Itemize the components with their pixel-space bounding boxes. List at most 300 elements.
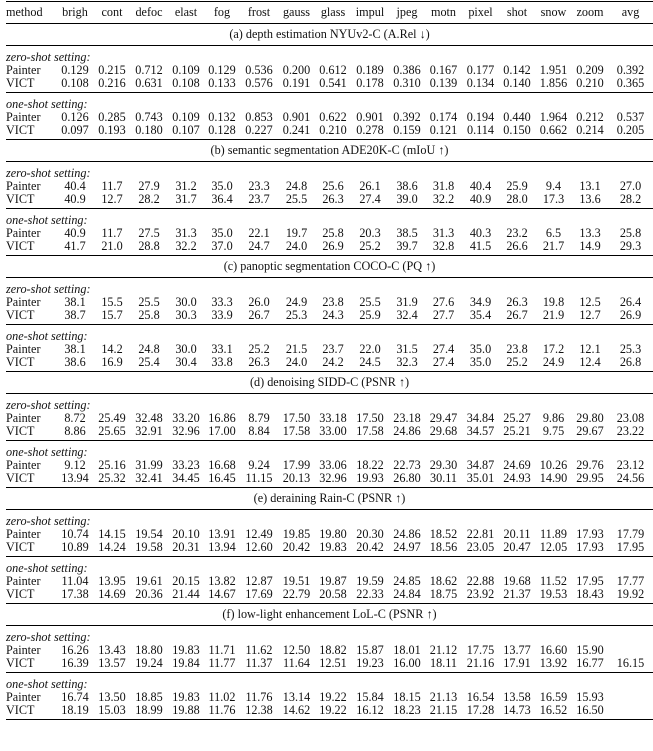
table-cell: 33.20 — [172, 411, 200, 425]
table-cell: 9.12 — [64, 458, 86, 472]
table-cell: 23.05 — [466, 540, 495, 554]
table-cell: 0.365 — [616, 76, 645, 90]
table-cell: 17.95 — [616, 540, 645, 554]
table-cell: 0.278 — [356, 123, 384, 137]
table-cell: 18.43 — [576, 587, 604, 601]
table-cell: 11.64 — [283, 656, 310, 670]
table-cell: 38.6 — [396, 179, 418, 193]
table-cell: 27.7 — [432, 308, 455, 322]
table-cell: 24.3 — [322, 308, 344, 322]
table-cell: 32.48 — [135, 411, 163, 425]
setting-label: zero-shot setting: — [6, 166, 91, 180]
table-cell: 27.4 — [432, 342, 455, 356]
setting-row — [6, 394, 653, 413]
table-cell: 32.91 — [135, 424, 163, 438]
table-cell: 0.216 — [98, 76, 126, 90]
section-caption-row — [6, 604, 653, 626]
table-cell: 0.901 — [356, 110, 384, 124]
table-cell: 13.94 — [61, 471, 89, 485]
section-caption-row — [6, 488, 653, 510]
table-cell: 11.76 — [245, 690, 273, 704]
table-cell: 20.36 — [135, 587, 163, 601]
table-cell: 20.15 — [172, 574, 200, 588]
table-cell: 0.159 — [393, 123, 421, 137]
table-cell: 0.205 — [616, 123, 645, 137]
table-cell: 40.4 — [64, 179, 86, 193]
table-cell: 16.60 — [539, 643, 568, 657]
table-cell: 0.140 — [503, 76, 531, 90]
table-cell: 10.26 — [539, 458, 568, 472]
table-cell: 15.87 — [356, 643, 384, 657]
table-cell: 24.5 — [359, 355, 381, 369]
table-cell: 28.2 — [619, 192, 642, 206]
table-cell: 30.4 — [175, 355, 197, 369]
table-cell: 13.6 — [579, 192, 601, 206]
table-cell: 13.91 — [208, 527, 236, 541]
table-cell: 23.22 — [616, 424, 645, 438]
method-name: VICT — [6, 123, 35, 137]
table-cell: 13.1 — [579, 179, 601, 193]
table-cell: 0.129 — [61, 63, 89, 77]
table-cell: 40.9 — [469, 192, 492, 206]
table-cell: 32.3 — [396, 355, 418, 369]
table-cell: 18.15 — [393, 690, 421, 704]
table-cell: 1.856 — [539, 76, 568, 90]
table-cell: 25.8 — [138, 308, 160, 322]
table-cell: 0.114 — [467, 123, 494, 137]
table-cell: 12.60 — [245, 540, 273, 554]
setting-row — [6, 278, 653, 297]
table-cell: 0.108 — [172, 76, 200, 90]
setting-row — [6, 626, 653, 645]
table-row — [6, 193, 653, 209]
table-cell: 0.536 — [245, 63, 273, 77]
table-cell: 16.45 — [208, 471, 236, 485]
table-cell: 20.47 — [503, 540, 531, 554]
table-cell: 0.133 — [208, 76, 236, 90]
table-cell: 0.109 — [172, 110, 200, 124]
table-cell: 19.8 — [542, 295, 565, 309]
table-cell: 0.227 — [245, 123, 273, 137]
table-cell: 22.79 — [282, 587, 311, 601]
table-cell: 26.3 — [248, 355, 270, 369]
section-caption: (f) low-light enhancement LoL-C (PSNR ↑) — [6, 604, 653, 626]
table-cell: 23.8 — [322, 295, 344, 309]
table-cell: 25.9 — [506, 179, 528, 193]
table-cell: 18.82 — [319, 643, 347, 657]
table-cell: 35.0 — [211, 226, 233, 240]
table-cell: 15.7 — [101, 308, 123, 322]
method-name: VICT — [6, 471, 35, 485]
table-cell: 25.27 — [503, 411, 531, 425]
table-cell: 26.6 — [506, 239, 528, 253]
table-cell: 0.109 — [172, 63, 200, 77]
table-cell: 24.0 — [285, 355, 308, 369]
table-cell: 0.662 — [539, 123, 568, 137]
table-cell: 18.19 — [56, 704, 94, 720]
table-cell: 26.3 — [322, 192, 344, 206]
table-cell: 9.4 — [545, 179, 562, 193]
table-cell: 11.04 — [61, 574, 89, 588]
table-cell: 19.83 — [319, 540, 347, 554]
table-cell: 33.8 — [211, 355, 233, 369]
table-cell: 12.87 — [245, 574, 273, 588]
table-cell: 19.22 — [315, 704, 351, 720]
table-cell: 11.71 — [208, 643, 236, 657]
table-cell: 16.26 — [61, 643, 89, 657]
setting-label: one-shot setting: — [6, 93, 653, 112]
table-cell: 32.41 — [135, 471, 163, 485]
table-cell: 17.50 — [282, 411, 311, 425]
method-name: VICT — [6, 355, 35, 369]
method-name: Painter — [6, 179, 41, 193]
table-cell: 10.89 — [61, 540, 89, 554]
column-header-brigh: brigh — [56, 2, 94, 24]
table-cell: 39.0 — [396, 192, 418, 206]
method-name: Painter — [6, 643, 41, 657]
table-cell: 15.90 — [576, 643, 604, 657]
setting-label: one-shot setting: — [6, 325, 653, 344]
setting-label: one-shot setting: — [6, 673, 653, 692]
table-cell: 18.75 — [429, 587, 458, 601]
table-cell: 22.88 — [466, 574, 495, 588]
table-cell: 21.0 — [101, 239, 123, 253]
column-header-defoc: defoc — [130, 2, 168, 24]
table-cell: 21.44 — [172, 587, 200, 601]
table-cell: 16.00 — [393, 656, 421, 670]
table-cell: 0.150 — [503, 123, 531, 137]
table-cell: 26.7 — [506, 308, 528, 322]
table-cell: 12.1 — [579, 342, 601, 356]
table-cell: 12.49 — [245, 527, 273, 541]
table-cell: 24.7 — [248, 239, 270, 253]
table-cell: 24.84 — [393, 587, 421, 601]
table-cell: 0.612 — [319, 63, 347, 77]
column-header-frost: frost — [240, 2, 278, 24]
table-cell: 0.537 — [616, 110, 645, 124]
table-cell: 38.7 — [64, 308, 86, 322]
table-cell: 24.56 — [616, 471, 645, 485]
table-cell: 24.86 — [393, 424, 421, 438]
table-cell: 19.22 — [319, 690, 347, 704]
table-cell: 32.2 — [432, 192, 455, 206]
table-cell: 24.85 — [393, 574, 421, 588]
section — [6, 372, 653, 488]
table-cell: 0.241 — [282, 123, 311, 137]
table-cell: 38.1 — [64, 295, 86, 309]
table-cell: 1.951 — [539, 63, 568, 77]
column-header-zoom: zoom — [572, 2, 608, 24]
table-cell: 33.23 — [172, 458, 200, 472]
section-caption-row — [6, 256, 653, 278]
section — [6, 604, 653, 720]
method-name: VICT — [6, 76, 35, 90]
table-cell: 26.7 — [248, 308, 270, 322]
table-cell: 17.77 — [616, 574, 645, 588]
setting-label: zero-shot setting: — [6, 398, 91, 412]
table-cell: 20.11 — [503, 527, 531, 541]
table-cell: 24.97 — [393, 540, 421, 554]
table-cell: 16.86 — [208, 411, 236, 425]
column-header-elast: elast — [168, 2, 204, 24]
table-cell: 19.85 — [282, 527, 311, 541]
method-name: VICT — [6, 587, 35, 601]
table-cell: 13.58 — [503, 690, 531, 704]
table-cell: 26.0 — [248, 295, 270, 309]
table-cell: 21.12 — [429, 643, 458, 657]
table-cell: 35.01 — [466, 471, 495, 485]
table-row — [6, 425, 653, 441]
table-cell: 13.94 — [208, 540, 236, 554]
table-cell: 9.86 — [542, 411, 565, 425]
table-cell: 14.90 — [539, 471, 568, 485]
table-row — [6, 588, 653, 604]
column-header-fog: fog — [204, 2, 240, 24]
table-cell: 19.54 — [135, 527, 163, 541]
table-cell: 14.9 — [579, 239, 601, 253]
table-cell: 33.18 — [319, 411, 347, 425]
table-cell: 8.86 — [64, 424, 86, 438]
table-row — [6, 657, 653, 673]
table-cell: 25.49 — [98, 411, 126, 425]
section-caption-row — [6, 140, 653, 162]
table-cell: 18.85 — [135, 690, 163, 704]
method-name: Painter — [6, 527, 41, 541]
table-cell: 13.77 — [503, 643, 531, 657]
table-cell: 40.4 — [469, 179, 492, 193]
table-cell: 16.59 — [539, 690, 568, 704]
table-cell: 18.99 — [130, 704, 168, 720]
table-cell: 34.84 — [466, 411, 495, 425]
table-cell: 0.622 — [319, 110, 347, 124]
table-cell: 12.51 — [319, 656, 347, 670]
method-name: VICT — [6, 540, 35, 554]
table-cell: 29.47 — [429, 411, 458, 425]
table-cell: 29.30 — [429, 458, 458, 472]
table-cell: 0.108 — [61, 76, 89, 90]
table-cell: 0.128 — [208, 123, 236, 137]
table-cell: 19.68 — [503, 574, 531, 588]
table-cell: 9.24 — [248, 458, 270, 472]
table-cell: 19.83 — [172, 643, 200, 657]
table-cell: 31.5 — [396, 342, 418, 356]
table-cell: 41.7 — [64, 239, 86, 253]
table-cell: 17.69 — [245, 587, 273, 601]
table-cell: 17.99 — [282, 458, 311, 472]
table-cell: 20.31 — [172, 540, 200, 554]
table-cell: 0.142 — [503, 63, 531, 77]
table-cell: 35.0 — [211, 179, 233, 193]
column-header-method: method — [6, 2, 56, 24]
table-cell: 17.93 — [576, 527, 604, 541]
table-cell: 0.576 — [245, 76, 273, 90]
table-cell: 20.10 — [172, 527, 200, 541]
method-name: VICT — [6, 704, 56, 720]
table-cell: 17.50 — [356, 411, 384, 425]
table-cell: 29.68 — [429, 424, 458, 438]
results-table — [6, 1, 653, 720]
table-cell: 0.214 — [576, 123, 604, 137]
table-cell: 19.59 — [356, 574, 384, 588]
table-cell: 26.9 — [619, 308, 642, 322]
section-caption-row — [6, 372, 653, 394]
table-cell: 28.2 — [138, 192, 160, 206]
table-cell: 19.87 — [319, 574, 347, 588]
table-row — [6, 77, 653, 93]
table-cell: 22.81 — [466, 527, 495, 541]
table-cell: 33.9 — [211, 308, 233, 322]
table-cell: 13.57 — [98, 656, 126, 670]
method-name: Painter — [6, 458, 41, 472]
table-row — [6, 541, 653, 557]
table-cell: 14.24 — [98, 540, 126, 554]
table-cell: 27.6 — [432, 295, 455, 309]
table-cell: 23.3 — [248, 179, 270, 193]
table-cell: 19.83 — [172, 690, 200, 704]
table-cell: 21.7 — [542, 239, 565, 253]
table-cell: 20.13 — [282, 471, 311, 485]
table-cell: 0.180 — [135, 123, 163, 137]
setting-row — [6, 46, 653, 65]
table-cell: 0.392 — [393, 110, 421, 124]
table-cell: 11.52 — [540, 574, 567, 588]
table-cell: 32.96 — [319, 471, 347, 485]
table-cell: 13.95 — [98, 574, 126, 588]
table-cell: 0.209 — [576, 63, 604, 77]
table-cell: 29.3 — [619, 239, 642, 253]
table-cell: 29.76 — [576, 458, 604, 472]
table-cell: 40.9 — [64, 192, 86, 206]
table-cell: 40.3 — [469, 226, 492, 240]
table-cell: 30.0 — [175, 295, 197, 309]
table-cell: 19.88 — [168, 704, 204, 720]
table-cell: 14.15 — [98, 527, 126, 541]
table-cell: 19.58 — [135, 540, 163, 554]
table-cell: 30.0 — [175, 342, 197, 356]
table-cell: 27.4 — [432, 355, 455, 369]
table-row — [6, 472, 653, 488]
table-cell: 12.7 — [101, 192, 123, 206]
table-cell: 0.167 — [429, 63, 458, 77]
table-cell: 0.193 — [98, 123, 126, 137]
table-cell: 17.93 — [576, 540, 604, 554]
table-cell: 11.62 — [245, 643, 273, 657]
table-cell: 38.5 — [396, 226, 418, 240]
table-cell: 32.2 — [175, 239, 197, 253]
section-caption: (b) semantic segmentation ADE20K-C (mIoU ↑) — [6, 140, 653, 162]
table-cell: 18.80 — [135, 643, 163, 657]
setting-row — [6, 325, 653, 344]
table-cell: 16.15 — [616, 656, 645, 670]
table-cell: 25.2 — [506, 355, 528, 369]
table-cell: 38.6 — [64, 355, 86, 369]
table-cell: 0.631 — [135, 76, 163, 90]
table-cell: 0.215 — [98, 63, 126, 77]
setting-label: zero-shot setting: — [6, 514, 91, 528]
column-header-pixel: pixel — [462, 2, 499, 24]
setting-row — [6, 557, 653, 576]
table-cell: 21.9 — [542, 308, 565, 322]
table-cell: 14.67 — [208, 587, 236, 601]
table-cell: 18.56 — [429, 540, 458, 554]
table-cell — [608, 704, 653, 720]
table-cell: 19.93 — [356, 471, 384, 485]
table-cell: 23.2 — [506, 226, 528, 240]
table-cell: 22.1 — [248, 226, 270, 240]
table-cell: 31.7 — [175, 192, 197, 206]
setting-label: one-shot setting: — [6, 557, 653, 576]
table-cell: 27.9 — [138, 179, 160, 193]
table-cell: 13.82 — [208, 574, 236, 588]
table-cell: 13.92 — [539, 656, 568, 670]
table-cell: 0.107 — [172, 123, 200, 137]
header-row — [6, 2, 653, 24]
table-cell: 0.194 — [466, 110, 495, 124]
table-cell: 0.139 — [429, 76, 458, 90]
table-cell: 34.57 — [466, 424, 495, 438]
table-cell: 31.8 — [432, 179, 455, 193]
table-cell: 36.4 — [211, 192, 233, 206]
table-cell: 23.08 — [616, 411, 645, 425]
table-cell: 0.097 — [61, 123, 89, 137]
setting-row — [6, 441, 653, 460]
table-cell: 16.54 — [466, 690, 495, 704]
table-cell: 17.2 — [542, 342, 565, 356]
table-cell: 26.8 — [619, 355, 642, 369]
setting-row — [6, 93, 653, 112]
setting-label: one-shot setting: — [6, 209, 653, 228]
setting-row — [6, 162, 653, 181]
setting-label: zero-shot setting: — [6, 50, 91, 64]
table-cell: 6.5 — [545, 226, 562, 240]
table-cell: 0.712 — [135, 63, 163, 77]
table-cell: 16.77 — [576, 656, 604, 670]
table-cell: 0.212 — [576, 110, 604, 124]
table-cell: 25.6 — [322, 179, 344, 193]
table-cell: 23.12 — [616, 458, 645, 472]
table-cell: 27.5 — [138, 226, 160, 240]
table-cell: 14.73 — [499, 704, 535, 720]
table-cell: 0.285 — [98, 110, 126, 124]
table-cell: 25.4 — [138, 355, 160, 369]
table-cell: 15.84 — [356, 690, 384, 704]
table-cell: 34.87 — [466, 458, 495, 472]
table-cell: 11.15 — [245, 471, 273, 485]
method-name: Painter — [6, 574, 41, 588]
table-cell: 12.5 — [579, 295, 601, 309]
table-cell: 37.0 — [211, 239, 233, 253]
table-cell: 31.9 — [396, 295, 418, 309]
table-cell: 0.210 — [319, 123, 347, 137]
table-cell: 17.79 — [616, 527, 645, 541]
table-cell: 34.9 — [469, 295, 492, 309]
table-cell: 0.853 — [245, 110, 273, 124]
table-cell: 22.0 — [359, 342, 381, 356]
table-cell: 25.5 — [285, 192, 308, 206]
table-cell: 18.01 — [393, 643, 421, 657]
table-cell: 9.75 — [542, 424, 565, 438]
table-cell: 13.43 — [98, 643, 126, 657]
table-cell: 30.3 — [175, 308, 197, 322]
column-header-jpeg: jpeg — [389, 2, 425, 24]
table-cell: 19.61 — [135, 574, 163, 588]
table-cell: 19.24 — [135, 656, 163, 670]
table-cell: 17.00 — [208, 424, 236, 438]
table-cell: 21.16 — [466, 656, 495, 670]
table-cell: 0.174 — [429, 110, 458, 124]
table-cell: 17.91 — [503, 656, 531, 670]
table-cell: 11.7 — [101, 226, 123, 240]
